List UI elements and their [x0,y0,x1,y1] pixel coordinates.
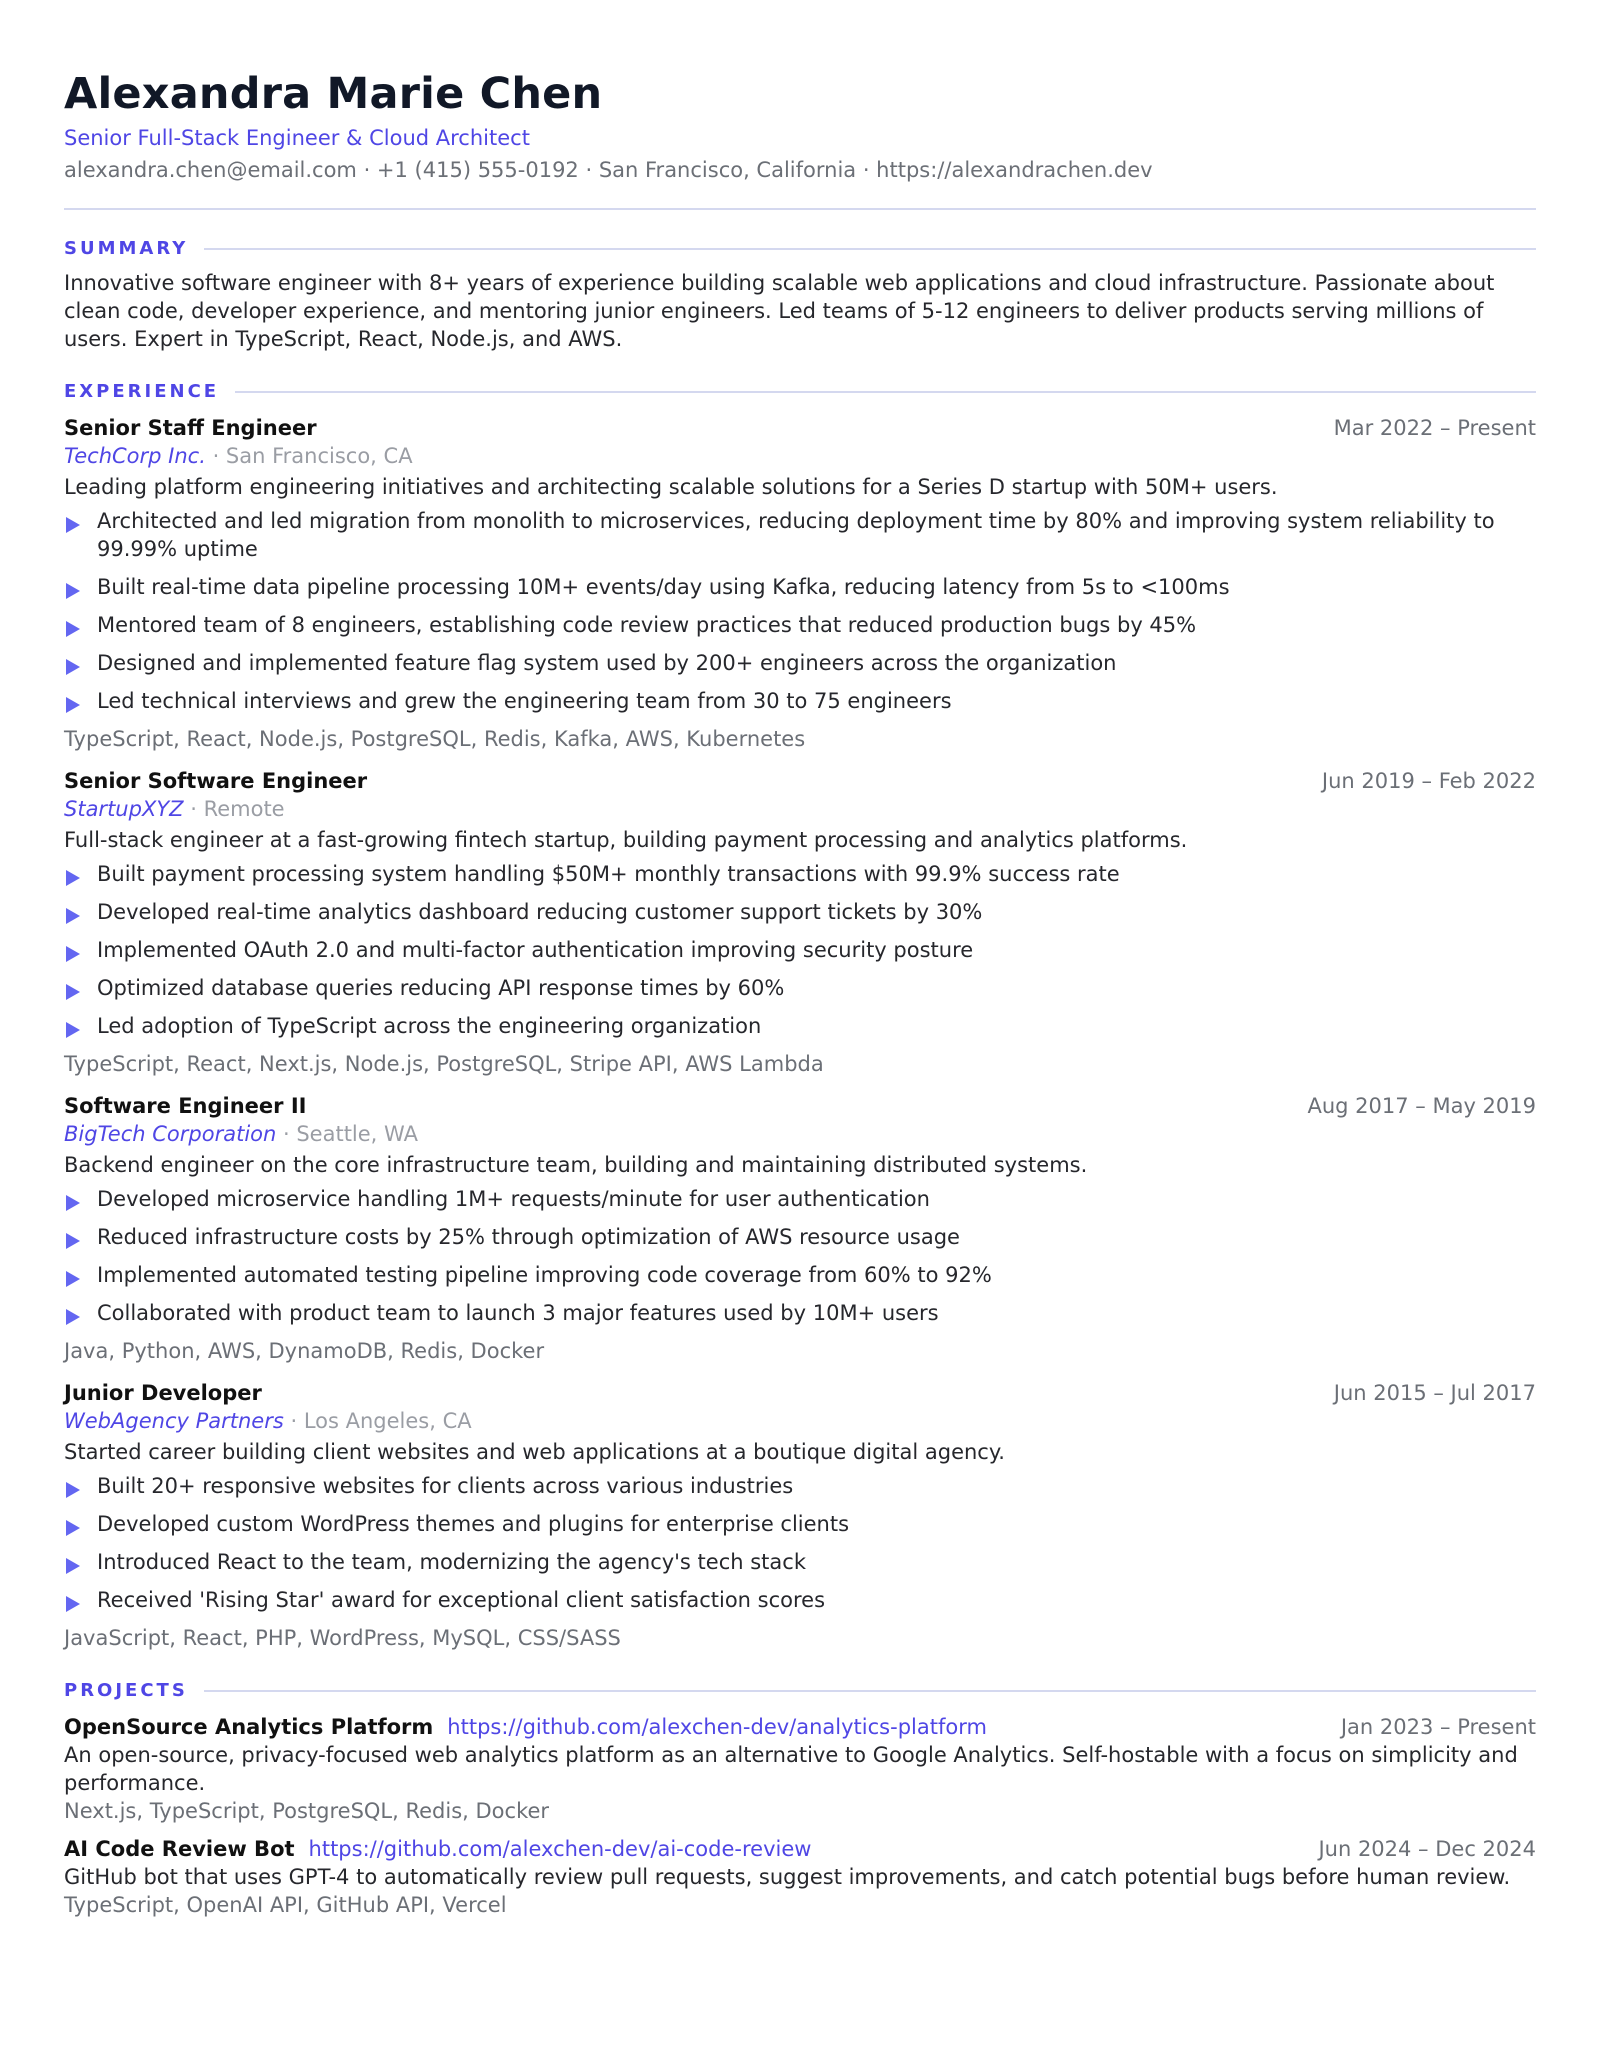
job-location: · Seattle, WA [276,1122,419,1146]
job-location: · San Francisco, CA [205,444,413,468]
achievement-item: Introduced React to the team, modernizing the agency's tech stack [64,1548,1536,1576]
project-name: OpenSource Analytics Platform [64,1715,434,1739]
bullet-triangle-icon [66,1596,80,1612]
resume-content [64,70,1536,1919]
project-entry [64,1835,1536,1919]
job-title: Senior Staff Engineer [64,416,317,440]
project-entry [64,1713,1536,1825]
company-name: BigTech Corporation [64,1122,277,1146]
job-description: Leading platform engineering initiatives and architecting scalable solutions for a Series D startup with 50M+ users. [64,475,1278,499]
summary-heading: SUMMARY [64,238,189,259]
achievement-item: Developed real-time analytics dashboard reducing customer support tickets by 30% [64,898,1536,926]
achievement-item: Reduced infrastructure costs by 25% through optimization of AWS resource usage [64,1223,1536,1251]
header-divider [64,208,1536,210]
job-description: Started career building client websites and web applications at a boutique digital agency. [64,1440,1005,1464]
achievement-item: Built real-time data pipeline processing 10M+ events/day using Kafka, reducing latency from 5s to <100ms [64,573,1536,601]
projects-heading: PROJECTS [64,1680,188,1701]
job-dates: Jun 2015 – Jul 2017 [1333,1381,1536,1405]
achievement-list [64,507,1536,715]
bullet-triangle-icon [66,1558,80,1574]
tech-stack: Java, Python, AWS, DynamoDB, Redis, Docker [64,1339,545,1363]
projects-section-header [64,1680,1536,1701]
project-dates: Jun 2024 – Dec 2024 [1318,1837,1536,1861]
bullet-triangle-icon [66,946,80,962]
job-location: · Los Angeles, CA [283,1409,472,1433]
bullet-triangle-icon [66,1482,80,1498]
experience-section-header [64,381,1536,402]
tech-stack: Next.js, TypeScript, PostgreSQL, Redis, Docker [64,1799,550,1823]
achievement-item: Led adoption of TypeScript across the engineering organization [64,1012,1536,1040]
bullet-triangle-icon [66,1233,80,1249]
project-name: AI Code Review Bot [64,1837,295,1861]
experience-list [64,414,1536,1652]
project-description: An open-source, privacy-focused web analytics platform as an alternative to Google Analytics. Self-hostable with a focus on simplicity and performance. [64,1743,1518,1795]
bullet-triangle-icon [66,1271,80,1287]
bullet-triangle-icon [66,1195,80,1211]
section-divider [235,391,1536,393]
tech-stack: JavaScript, React, PHP, WordPress, MySQL, CSS/SASS [64,1626,621,1650]
tech-stack: TypeScript, OpenAI API, GitHub API, Vercel [64,1893,507,1917]
project-list [64,1713,1536,1919]
bullet-triangle-icon [66,697,80,713]
tech-stack: TypeScript, React, Next.js, Node.js, PostgreSQL, Stripe API, AWS Lambda [64,1052,824,1076]
company-name: StartupXYZ [64,797,184,821]
candidate-title: Senior Full-Stack Engineer & Cloud Architect [64,126,530,150]
job-description: Backend engineer on the core infrastructure team, building and maintaining distributed systems. [64,1153,1088,1177]
summary-section-header [64,238,1536,259]
bullet-triangle-icon [66,984,80,1000]
achievement-item: Collaborated with product team to launch 3 major features used by 10M+ users [64,1299,1536,1327]
achievement-list [64,1472,1536,1614]
company-name: WebAgency Partners [64,1409,284,1433]
summary-text: Innovative software engineer with 8+ years of experience building scalable web applications and cloud infrastructure. Passionate about clean code, developer experience, and mentoring junior engineers. Led teams of 5-12 engineers to deliver products serving millions of users. Expert in TypeScript, React, Node.js, and AWS. [64,271,1495,351]
bullet-triangle-icon [66,908,80,924]
project-link[interactable]: https://github.com/alexchen-dev/ai-code-review [308,1837,812,1861]
achievement-item: Received 'Rising Star' award for exceptional client satisfaction scores [64,1586,1536,1614]
experience-heading: EXPERIENCE [64,381,220,402]
job-dates: Aug 2017 – May 2019 [1307,1094,1536,1118]
bullet-triangle-icon [66,517,80,533]
section-divider [204,248,1536,250]
bullet-triangle-icon [66,870,80,886]
job-dates: Jun 2019 – Feb 2022 [1321,769,1536,793]
experience-entry [64,1092,1536,1365]
bullet-triangle-icon [66,1520,80,1536]
achievement-list [64,860,1536,1040]
company-name: TechCorp Inc. [64,444,206,468]
experience-entry [64,1379,1536,1652]
experience-entry [64,414,1536,753]
bullet-triangle-icon [66,1022,80,1038]
contact-line: alexandra.chen@email.com · +1 (415) 555-0192 · San Francisco, California · https://alexandrachen.dev [64,158,1153,182]
achievement-item: Built payment processing system handling $50M+ monthly transactions with 99.9% success rate [64,860,1536,888]
achievement-item: Optimized database queries reducing API response times by 60% [64,974,1536,1002]
experience-entry [64,767,1536,1078]
job-title: Senior Software Engineer [64,769,368,793]
tech-stack: TypeScript, React, Node.js, PostgreSQL, Redis, Kafka, AWS, Kubernetes [64,727,806,751]
section-divider [204,1690,1536,1692]
achievement-item: Led technical interviews and grew the engineering team from 30 to 75 engineers [64,687,1536,715]
achievement-item: Designed and implemented feature flag system used by 200+ engineers across the organization [64,649,1536,677]
achievement-item: Developed custom WordPress themes and plugins for enterprise clients [64,1510,1536,1538]
job-title: Junior Developer [64,1381,262,1405]
job-dates: Mar 2022 – Present [1333,416,1536,440]
achievement-list [64,1185,1536,1327]
achievement-item: Developed microservice handling 1M+ requests/minute for user authentication [64,1185,1536,1213]
achievement-item: Mentored team of 8 engineers, establishing code review practices that reduced production bugs by 45% [64,611,1536,639]
job-description: Full-stack engineer at a fast-growing fintech startup, building payment processing and analytics platforms. [64,828,1188,852]
achievement-item: Architected and led migration from monolith to microservices, reducing deployment time by 80% and improving system reliability to 99.99% uptime [64,507,1536,563]
achievement-item: Implemented OAuth 2.0 and multi-factor authentication improving security posture [64,936,1536,964]
bullet-triangle-icon [66,621,80,637]
job-location: · Remote [183,797,285,821]
achievement-item: Implemented automated testing pipeline improving code coverage from 60% to 92% [64,1261,1536,1289]
bullet-triangle-icon [66,583,80,599]
bullet-triangle-icon [66,1309,80,1325]
job-title: Software Engineer II [64,1094,307,1118]
bullet-triangle-icon [66,659,80,675]
project-description: GitHub bot that uses GPT-4 to automatically review pull requests, suggest improvements, and catch potential bugs before human review. [64,1865,1511,1889]
candidate-name: Alexandra Marie Chen [64,69,603,119]
project-dates: Jan 2023 – Present [1340,1715,1536,1739]
project-link[interactable]: https://github.com/alexchen-dev/analytics-platform [447,1715,987,1739]
achievement-item: Built 20+ responsive websites for clients across various industries [64,1472,1536,1500]
